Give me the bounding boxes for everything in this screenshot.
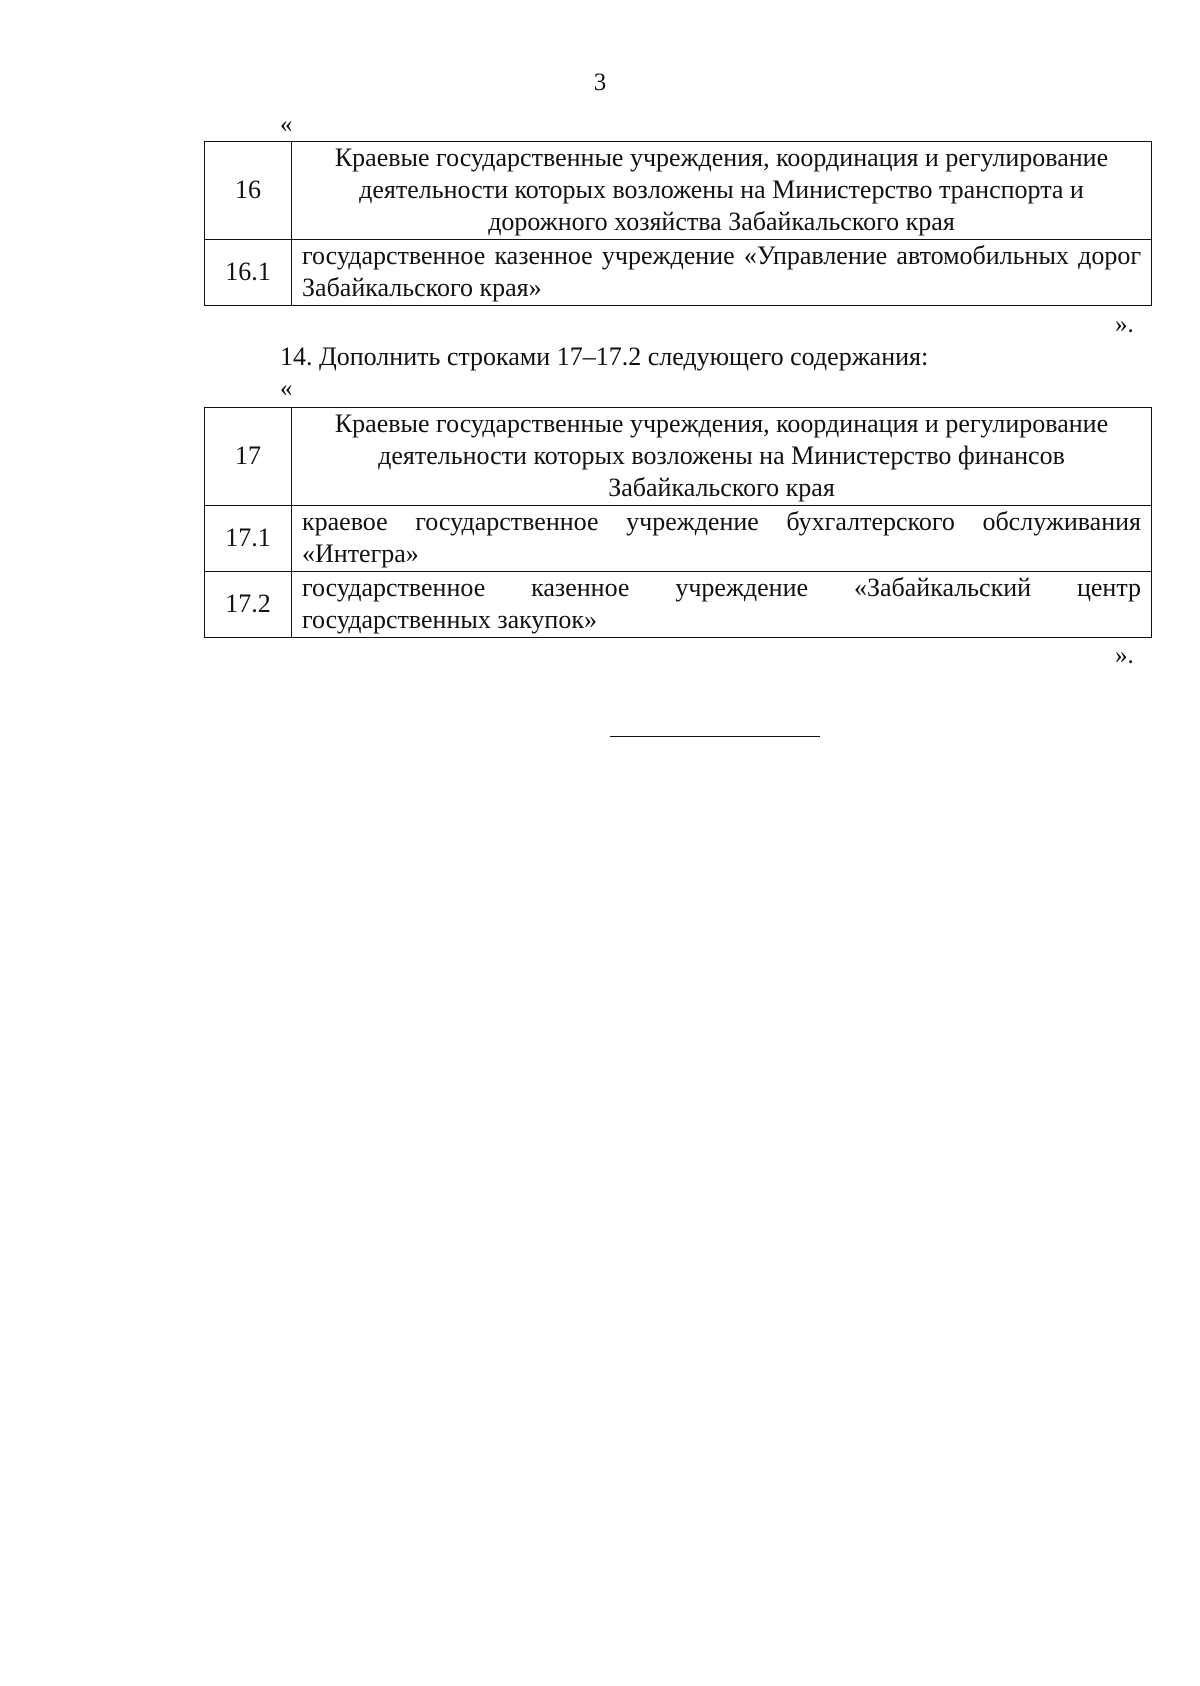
group-heading: Краевые государственные учреждения, координация и регулирование деятельности которых возложены на Министерство финансов Забайкальского края [292,408,1152,506]
table-row [205,240,1152,306]
opening-quote-mark: « [280,111,293,138]
table-row [205,408,1152,506]
row-number: 17 [205,408,292,506]
row-number: 17.1 [205,506,292,572]
institution-name: государственное казенное учреждение «Забайкальский центр государственных закупок» [292,572,1152,638]
table-row [205,142,1152,240]
amendment-instruction: 14. Дополнить строками 17–17.2 следующего содержания: [280,342,929,371]
row-number: 16.1 [205,240,292,306]
institutions-table-finance [204,407,1152,638]
closing-quote-mark: ». [1115,311,1134,338]
institutions-table-transport [204,141,1152,306]
page-number: 3 [593,69,607,96]
opening-quote-mark: « [280,375,293,402]
institution-name: государственное казенное учреждение «Управление автомобильных дорог Забайкальского края» [292,240,1152,306]
institution-name: краевое государственное учреждение бухгалтерского обслуживания «Интегра» [292,506,1152,572]
end-divider-line [610,736,820,737]
closing-quote-mark: ». [1115,642,1134,669]
row-number: 17.2 [205,572,292,638]
row-number: 16 [205,142,292,240]
group-heading: Краевые государственные учреждения, координация и регулирование деятельности которых возложены на Министерство транспорта и дорожного хозяйства Забайкальского края [292,142,1152,240]
table-row [205,506,1152,572]
table-row [205,572,1152,638]
